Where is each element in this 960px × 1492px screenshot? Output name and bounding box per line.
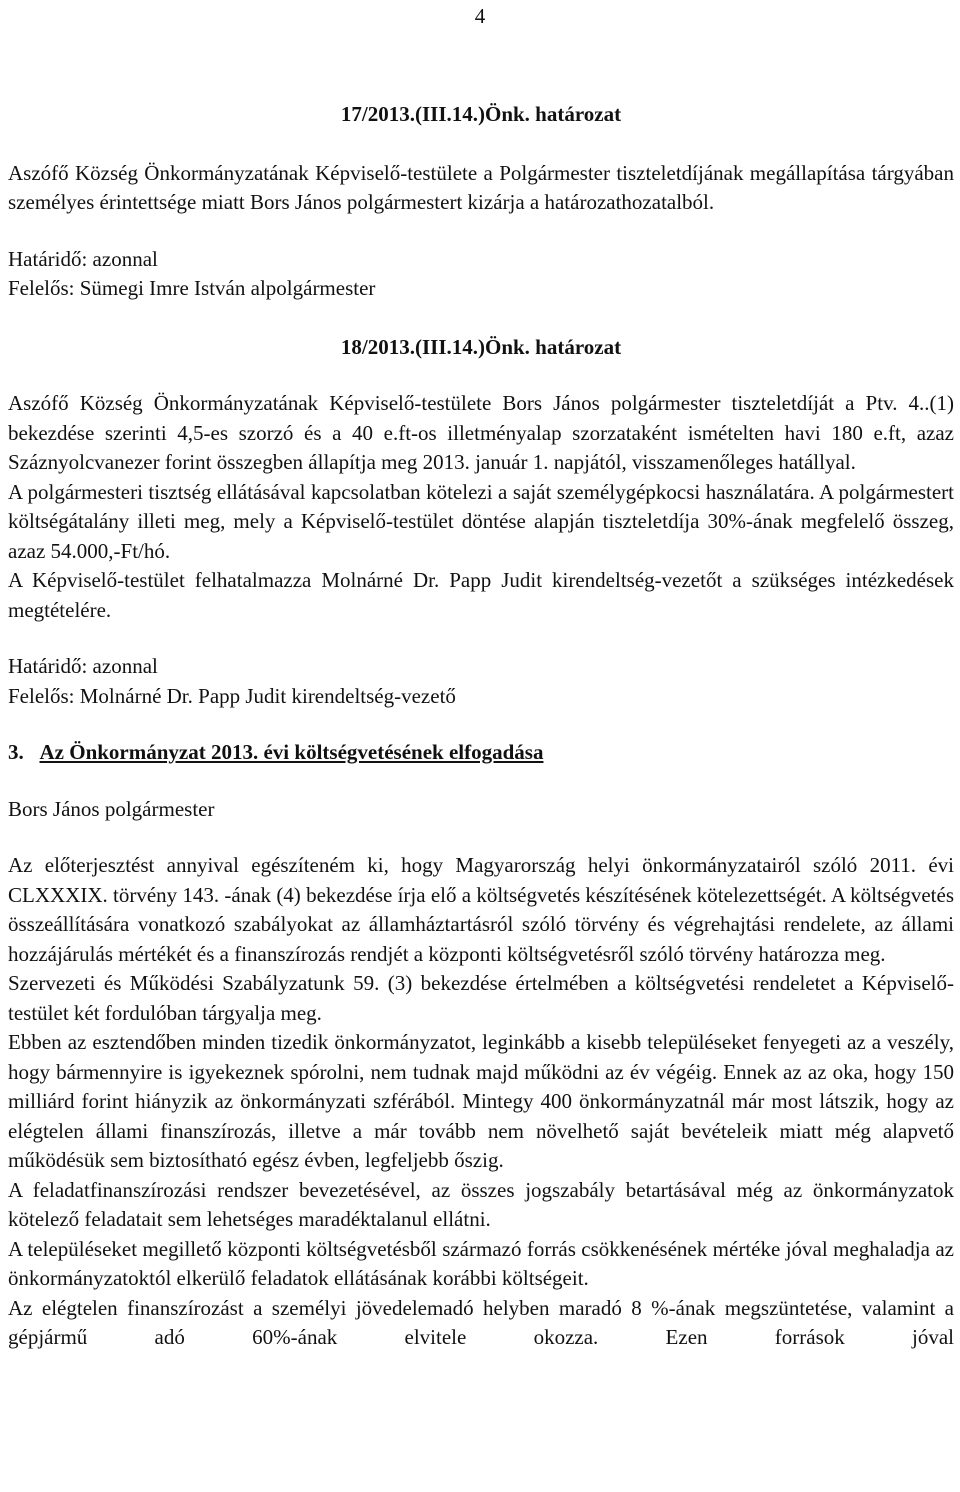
section-3-number: 3.	[8, 740, 24, 764]
section-3-paragraph-1: Az előterjesztést annyival egészíteném ki, hogy Magyarország helyi önkormányzatairól szóló 2011. évi CLXXXIX. törvény 143. -ának (4) bekezdése írja elő a költségvetés készítésének kötelezettségét. A költségvetés összeállítására vonatkozó szabályokat az államháztartásról szóló törvény és végrehajtási rendelete, az állami hozzájárulás mértékét és a finanszírozás rendjét a központi költségvetésről szóló törvény határozza meg.	[8, 853, 954, 966]
section-3-heading	[8, 738, 954, 768]
resolution-17-responsible: Felelős: Sümegi Imre István alpolgármester	[8, 276, 376, 300]
resolution-18-deadline: Határidő: azonnal	[8, 654, 158, 678]
section-3-speaker: Bors János polgármester	[8, 796, 215, 821]
section-3-paragraph-3: Ebben az esztendőben minden tizedik önkormányzatot, leginkább a kisebb településeket fenyegeti az a veszély, hogy bármennyire is igyekeznek spórolni, nem tudnak majd működni az év végéig. Ennek az az oka, hogy 150 milliárd forint hiányzik az önkormányzati szférából. Mintegy 400 önkormányzatnál már most látszik, hogy az elégtelen állami finanszírozás, illetve a már tovább nem növelhető saját bevételeik miatt még alapvető működésük sem biztosítható egész évben, legfeljebb őszig.	[8, 1030, 954, 1172]
resolution-18-paragraph-2: A polgármesteri tisztség ellátásával kapcsolatban kötelezi a saját személygépkocsi használatára. A polgármestert költségátalány illeti meg, mely a Képviselő-testület döntése alapján tiszteletdíja 30%-ának megfelelő összeg, azaz 54.000,-Ft/hó.	[8, 479, 954, 563]
resolution-18-paragraph-1: Aszófő Község Önkormányzatának Képviselő-testülete Bors János polgármester tiszteletdíját a Ptv. 4..(1) bekezdése szerinti 4,5-es szorzó és a 40 e.ft-os illetményalap szorzataként ismételten havi 180 e.ft, azaz Száznyolcvanezer forint összegben állapítja meg 2013. január 1. napjától, visszamenőleges hatállyal.	[8, 391, 954, 474]
resolution-17-title: 17/2013.(III.14.)Önk. határozat	[340, 102, 622, 126]
document-body	[8, 100, 954, 1353]
resolution-18-responsible: Felelős: Molnárné Dr. Papp Judit kirendeltség-vezető	[8, 683, 456, 708]
section-3-title: Az Önkormányzat 2013. évi költségvetésének elfogadása	[39, 740, 544, 764]
page-number: 4	[474, 4, 486, 28]
section-3-paragraph-5: A településeket megillető központi költségvetésből származó forrás csökkenésének mértéke jóval meghaladja az önkormányzatoktól elkerülő feladatok ellátásának korábbi költségeit.	[8, 1236, 954, 1290]
section-3-paragraph-2: Szervezeti és Működési Szabályzatunk 59. (3) bekezdése értelmében a költségvetési rendeletet a Képviselő-testület két fordulóban tárgyalja meg.	[8, 971, 954, 1025]
section-3-paragraph-4: A feladatfinanszírozási rendszer bevezetésével, az összes jogszabály betartásával még az önkormányzatok kötelező feladatait sem lehetséges maradéktalanul ellátni.	[8, 1177, 954, 1231]
resolution-18-paragraph-3: A Képviselő-testület felhatalmazza Molnárné Dr. Papp Judit kirendeltség-vezetőt a szükséges intézkedések megtételére.	[8, 568, 954, 622]
resolution-17-deadline: Határidő: azonnal	[8, 246, 158, 271]
resolution-17-body: Aszófő Község Önkormányzatának Képviselő-testülete a Polgármester tiszteletdíjának megállapítása tárgyában személyes érintettsége miatt Bors János polgármestert kizárja a határozathozatalból.	[8, 160, 954, 214]
section-3-paragraph-6: Az elégtelen finanszírozást a személyi jövedelemadó helyben maradó 8 %-ának megszüntetése, valamint a gépjármű adó 60%-ának elvitele okozza. Ezen források jóval	[8, 1295, 954, 1349]
resolution-18-title: 18/2013.(III.14.)Önk. határozat	[340, 334, 622, 359]
